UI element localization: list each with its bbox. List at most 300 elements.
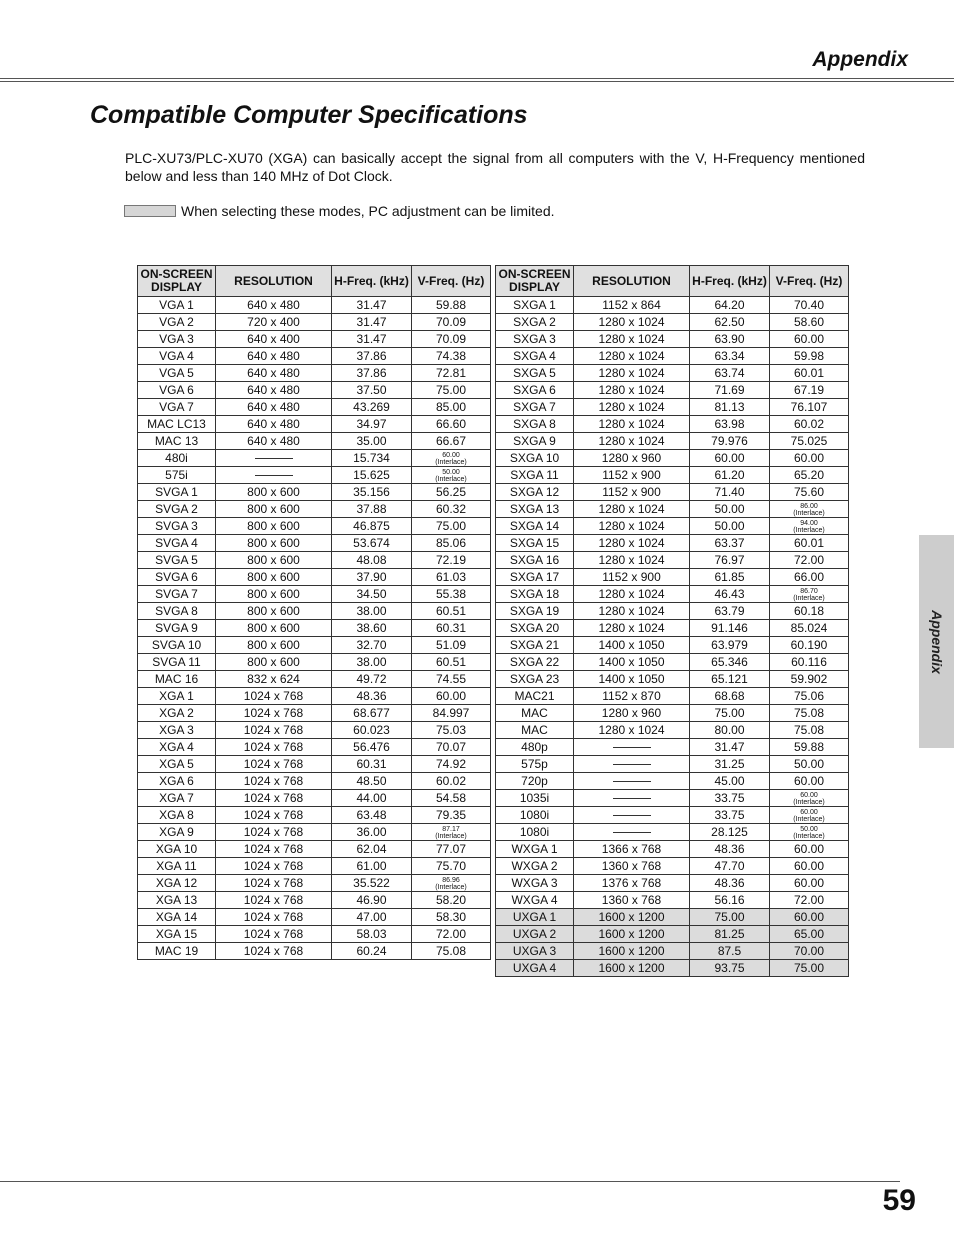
vfreq-value: 50.00 (442, 468, 460, 476)
table-row (138, 484, 491, 501)
cell-resolution: 1152 x 900 (574, 569, 690, 586)
cell-display: WXGA 2 (496, 858, 574, 875)
cell-vfreq: 72.81 (412, 365, 491, 382)
cell-vfreq (412, 450, 491, 467)
cell-vfreq (770, 807, 849, 824)
col-header-resolution: RESOLUTION (216, 266, 332, 297)
cell-display: SXGA 5 (496, 365, 574, 382)
cell-vfreq: 70.09 (412, 314, 491, 331)
cell-hfreq: 63.48 (332, 807, 412, 824)
table-row (496, 909, 849, 926)
cell-hfreq: 68.68 (690, 688, 770, 705)
cell-display: XGA 8 (138, 807, 216, 824)
cell-hfreq: 91.146 (690, 620, 770, 637)
cell-hfreq: 56.16 (690, 892, 770, 909)
cell-resolution (216, 450, 332, 467)
cell-vfreq: 72.00 (770, 892, 849, 909)
cell-vfreq: 55.38 (412, 586, 491, 603)
cell-hfreq: 58.03 (332, 926, 412, 943)
cell-vfreq: 50.00 (770, 756, 849, 773)
cell-vfreq: 58.30 (412, 909, 491, 926)
cell-vfreq: 60.51 (412, 603, 491, 620)
cell-hfreq: 46.875 (332, 518, 412, 535)
cell-vfreq: 70.07 (412, 739, 491, 756)
cell-vfreq: 51.09 (412, 637, 491, 654)
cell-vfreq: 61.03 (412, 569, 491, 586)
interlace-value (435, 469, 467, 483)
cell-vfreq: 70.00 (770, 943, 849, 960)
cell-display: VGA 4 (138, 348, 216, 365)
cell-vfreq (770, 824, 849, 841)
cell-vfreq (412, 467, 491, 484)
cell-hfreq: 65.346 (690, 654, 770, 671)
cell-vfreq: 85.06 (412, 535, 491, 552)
interlace-value (435, 826, 467, 840)
cell-resolution: 1280 x 1024 (574, 501, 690, 518)
table-row (496, 518, 849, 535)
cell-resolution: 1280 x 960 (574, 450, 690, 467)
page-number: 59 (882, 1184, 916, 1217)
cell-vfreq: 85.024 (770, 620, 849, 637)
table-row (496, 399, 849, 416)
cell-vfreq: 66.00 (770, 569, 849, 586)
cell-vfreq: 60.01 (770, 535, 849, 552)
cell-vfreq: 60.00 (770, 841, 849, 858)
cell-vfreq: 76.107 (770, 399, 849, 416)
cell-hfreq: 87.5 (690, 943, 770, 960)
table-row (138, 722, 491, 739)
cell-display: XGA 6 (138, 773, 216, 790)
cell-hfreq: 48.08 (332, 552, 412, 569)
table-row (138, 314, 491, 331)
table-row (496, 926, 849, 943)
cell-vfreq: 60.02 (412, 773, 491, 790)
vfreq-value: 87.17 (442, 825, 460, 833)
cell-vfreq: 59.902 (770, 671, 849, 688)
cell-resolution (574, 773, 690, 790)
cell-hfreq: 35.00 (332, 433, 412, 450)
table-row (496, 314, 849, 331)
cell-display: SVGA 3 (138, 518, 216, 535)
header-rule-secondary (0, 81, 954, 82)
cell-resolution: 1600 x 1200 (574, 943, 690, 960)
cell-resolution: 832 x 624 (216, 671, 332, 688)
cell-resolution: 1024 x 768 (216, 705, 332, 722)
cell-display: XGA 4 (138, 739, 216, 756)
table-row (138, 739, 491, 756)
cell-hfreq: 15.734 (332, 450, 412, 467)
cell-display: VGA 3 (138, 331, 216, 348)
table-row (496, 688, 849, 705)
cell-resolution: 1360 x 768 (574, 858, 690, 875)
table-row (138, 841, 491, 858)
interlace-value (793, 588, 825, 602)
cell-hfreq: 63.90 (690, 331, 770, 348)
table-row (496, 433, 849, 450)
cell-vfreq (770, 790, 849, 807)
cell-vfreq: 75.025 (770, 433, 849, 450)
cell-resolution: 800 x 600 (216, 586, 332, 603)
cell-hfreq: 36.00 (332, 824, 412, 841)
interlace-note: (Interlace) (793, 526, 825, 534)
cell-vfreq: 54.58 (412, 790, 491, 807)
cell-hfreq: 38.00 (332, 654, 412, 671)
cell-vfreq: 70.40 (770, 297, 849, 314)
dash-line (613, 781, 651, 782)
cell-resolution: 1024 x 768 (216, 773, 332, 790)
cell-resolution (216, 467, 332, 484)
cell-hfreq: 31.25 (690, 756, 770, 773)
cell-display: 575i (138, 467, 216, 484)
interlace-note: (Interlace) (793, 815, 825, 823)
interlace-value (793, 809, 825, 823)
cell-vfreq: 75.06 (770, 688, 849, 705)
table-row (138, 637, 491, 654)
cell-resolution: 640 x 480 (216, 433, 332, 450)
cell-resolution: 1400 x 1050 (574, 671, 690, 688)
cell-resolution: 1280 x 960 (574, 705, 690, 722)
cell-display: SXGA 14 (496, 518, 574, 535)
cell-display: SXGA 20 (496, 620, 574, 637)
table-row (496, 875, 849, 892)
cell-resolution: 1024 x 768 (216, 909, 332, 926)
cell-vfreq: 66.60 (412, 416, 491, 433)
cell-resolution: 640 x 480 (216, 297, 332, 314)
cell-vfreq: 60.190 (770, 637, 849, 654)
cell-hfreq: 62.50 (690, 314, 770, 331)
interlace-note: (Interlace) (435, 458, 467, 466)
cell-hfreq: 53.674 (332, 535, 412, 552)
cell-hfreq: 50.00 (690, 518, 770, 535)
cell-vfreq: 75.03 (412, 722, 491, 739)
cell-display: SXGA 21 (496, 637, 574, 654)
interlace-note: (Interlace) (793, 509, 825, 517)
cell-resolution (574, 824, 690, 841)
cell-display: VGA 6 (138, 382, 216, 399)
table-row (138, 671, 491, 688)
cell-resolution: 640 x 480 (216, 416, 332, 433)
cell-resolution: 640 x 480 (216, 348, 332, 365)
table-row (138, 467, 491, 484)
table-row (138, 416, 491, 433)
cell-resolution: 1152 x 900 (574, 484, 690, 501)
table-row (496, 739, 849, 756)
cell-vfreq: 59.88 (412, 297, 491, 314)
cell-resolution: 1024 x 768 (216, 824, 332, 841)
dash-line (613, 815, 651, 816)
table-row (138, 875, 491, 892)
cell-display: VGA 5 (138, 365, 216, 382)
cell-resolution: 1280 x 1024 (574, 518, 690, 535)
header-rule (0, 78, 954, 79)
cell-vfreq (770, 501, 849, 518)
cell-resolution: 1366 x 768 (574, 841, 690, 858)
cell-display: 480i (138, 450, 216, 467)
table-row (138, 790, 491, 807)
legend (124, 202, 555, 220)
cell-hfreq: 45.00 (690, 773, 770, 790)
table-row (138, 909, 491, 926)
cell-hfreq: 68.677 (332, 705, 412, 722)
table-row (496, 348, 849, 365)
cell-resolution: 1400 x 1050 (574, 654, 690, 671)
dash-line (613, 764, 651, 765)
cell-resolution: 1400 x 1050 (574, 637, 690, 654)
cell-resolution: 1152 x 870 (574, 688, 690, 705)
table-row (496, 297, 849, 314)
table-row (496, 892, 849, 909)
table-row (138, 501, 491, 518)
cell-vfreq (770, 586, 849, 603)
cell-hfreq: 46.43 (690, 586, 770, 603)
cell-resolution (574, 756, 690, 773)
cell-resolution: 1024 x 768 (216, 892, 332, 909)
cell-vfreq: 85.00 (412, 399, 491, 416)
table-row (138, 399, 491, 416)
cell-hfreq: 48.36 (690, 841, 770, 858)
spec-table-left (137, 265, 491, 960)
table-row (138, 382, 491, 399)
cell-resolution: 1280 x 1024 (574, 331, 690, 348)
cell-display: SVGA 7 (138, 586, 216, 603)
cell-hfreq: 61.85 (690, 569, 770, 586)
cell-display: UXGA 3 (496, 943, 574, 960)
cell-hfreq: 37.88 (332, 501, 412, 518)
cell-vfreq: 75.08 (770, 705, 849, 722)
cell-vfreq: 60.00 (770, 331, 849, 348)
interlace-note: (Interlace) (435, 832, 467, 840)
cell-display: SVGA 2 (138, 501, 216, 518)
table-row (496, 841, 849, 858)
cell-resolution: 720 x 400 (216, 314, 332, 331)
cell-display: UXGA 1 (496, 909, 574, 926)
cell-hfreq: 48.36 (690, 875, 770, 892)
cell-display: MAC 19 (138, 943, 216, 960)
cell-hfreq: 44.00 (332, 790, 412, 807)
cell-hfreq: 93.75 (690, 960, 770, 977)
cell-resolution: 800 x 600 (216, 484, 332, 501)
cell-display: MAC (496, 705, 574, 722)
cell-vfreq: 75.00 (770, 960, 849, 977)
table-row (138, 331, 491, 348)
cell-hfreq: 31.47 (332, 314, 412, 331)
table-row (138, 824, 491, 841)
cell-resolution: 1024 x 768 (216, 943, 332, 960)
cell-resolution: 1280 x 1024 (574, 382, 690, 399)
legend-swatch (124, 205, 176, 217)
cell-hfreq: 35.156 (332, 484, 412, 501)
interlace-note: (Interlace) (435, 883, 467, 891)
cell-display: UXGA 2 (496, 926, 574, 943)
table-row (496, 501, 849, 518)
cell-resolution: 800 x 600 (216, 654, 332, 671)
cell-resolution: 1280 x 1024 (574, 552, 690, 569)
cell-vfreq: 60.01 (770, 365, 849, 382)
col-header-vfreq: V-Freq. (Hz) (412, 266, 491, 297)
table-row (496, 365, 849, 382)
cell-display: SXGA 7 (496, 399, 574, 416)
table-row (496, 671, 849, 688)
table-row (496, 960, 849, 977)
cell-display: MAC 16 (138, 671, 216, 688)
table-row (138, 569, 491, 586)
cell-vfreq: 75.00 (412, 382, 491, 399)
cell-vfreq: 77.07 (412, 841, 491, 858)
cell-resolution: 1280 x 1024 (574, 348, 690, 365)
cell-vfreq: 74.38 (412, 348, 491, 365)
side-tab (919, 535, 954, 748)
cell-hfreq: 34.97 (332, 416, 412, 433)
cell-resolution: 1600 x 1200 (574, 909, 690, 926)
cell-vfreq: 60.51 (412, 654, 491, 671)
table-row (138, 348, 491, 365)
cell-resolution: 1024 x 768 (216, 722, 332, 739)
cell-vfreq: 75.60 (770, 484, 849, 501)
cell-hfreq: 60.00 (690, 450, 770, 467)
cell-vfreq: 60.00 (770, 450, 849, 467)
cell-display: 575p (496, 756, 574, 773)
cell-vfreq: 74.55 (412, 671, 491, 688)
interlace-note: (Interlace) (793, 594, 825, 602)
col-header-hfreq: H-Freq. (kHz) (690, 266, 770, 297)
cell-display: SVGA 4 (138, 535, 216, 552)
cell-vfreq: 75.08 (770, 722, 849, 739)
cell-hfreq: 64.20 (690, 297, 770, 314)
cell-hfreq: 81.25 (690, 926, 770, 943)
cell-display: 1080i (496, 824, 574, 841)
table-row (496, 382, 849, 399)
table-row (138, 705, 491, 722)
table-row (138, 518, 491, 535)
table-row (496, 331, 849, 348)
table-row (138, 433, 491, 450)
cell-display: SXGA 22 (496, 654, 574, 671)
cell-resolution: 800 x 600 (216, 535, 332, 552)
table-row (496, 569, 849, 586)
cell-hfreq: 63.979 (690, 637, 770, 654)
cell-resolution: 1024 x 768 (216, 875, 332, 892)
cell-display: XGA 5 (138, 756, 216, 773)
cell-resolution: 1024 x 768 (216, 841, 332, 858)
cell-resolution: 640 x 480 (216, 382, 332, 399)
cell-hfreq: 62.04 (332, 841, 412, 858)
cell-vfreq: 59.88 (770, 739, 849, 756)
dash-line (255, 475, 293, 476)
cell-hfreq: 31.47 (332, 331, 412, 348)
cell-resolution: 1024 x 768 (216, 858, 332, 875)
cell-resolution: 800 x 600 (216, 501, 332, 518)
cell-vfreq: 60.32 (412, 501, 491, 518)
interlace-value (435, 877, 467, 891)
table-row (496, 858, 849, 875)
cell-resolution: 1024 x 768 (216, 790, 332, 807)
col-header-hfreq: H-Freq. (kHz) (332, 266, 412, 297)
cell-vfreq: 84.997 (412, 705, 491, 722)
cell-display: MAC LC13 (138, 416, 216, 433)
cell-hfreq: 63.98 (690, 416, 770, 433)
table-row (496, 943, 849, 960)
cell-display: SXGA 23 (496, 671, 574, 688)
page-title: Compatible Computer Specifications (90, 101, 528, 129)
cell-display: SXGA 1 (496, 297, 574, 314)
cell-vfreq: 58.60 (770, 314, 849, 331)
cell-hfreq: 48.50 (332, 773, 412, 790)
col-header-display: ON-SCREEN DISPLAY (138, 266, 216, 297)
cell-display: 1080i (496, 807, 574, 824)
cell-display: XGA 3 (138, 722, 216, 739)
table-row (496, 535, 849, 552)
interlace-value (435, 452, 467, 466)
cell-display: SXGA 13 (496, 501, 574, 518)
table-row (138, 450, 491, 467)
cell-display: XGA 15 (138, 926, 216, 943)
table-header-row (496, 266, 849, 297)
cell-display: SVGA 1 (138, 484, 216, 501)
cell-vfreq: 75.08 (412, 943, 491, 960)
cell-display: SXGA 16 (496, 552, 574, 569)
vfreq-value: 60.00 (800, 791, 818, 799)
cell-hfreq: 46.90 (332, 892, 412, 909)
cell-hfreq: 32.70 (332, 637, 412, 654)
table-row (138, 654, 491, 671)
cell-hfreq: 37.86 (332, 348, 412, 365)
table-row (496, 416, 849, 433)
cell-vfreq: 75.70 (412, 858, 491, 875)
cell-resolution (574, 790, 690, 807)
cell-resolution: 1024 x 768 (216, 807, 332, 824)
cell-display: WXGA 3 (496, 875, 574, 892)
cell-vfreq: 75.00 (412, 518, 491, 535)
cell-resolution: 1024 x 768 (216, 926, 332, 943)
cell-vfreq (412, 824, 491, 841)
cell-hfreq: 33.75 (690, 790, 770, 807)
cell-display: WXGA 1 (496, 841, 574, 858)
dash-line (613, 747, 651, 748)
cell-display: XGA 11 (138, 858, 216, 875)
cell-resolution (574, 739, 690, 756)
cell-display: XGA 10 (138, 841, 216, 858)
cell-display: MAC (496, 722, 574, 739)
table-row (496, 824, 849, 841)
cell-vfreq: 60.116 (770, 654, 849, 671)
table-row (496, 484, 849, 501)
cell-resolution: 800 x 600 (216, 569, 332, 586)
cell-vfreq: 70.09 (412, 331, 491, 348)
cell-display: SVGA 5 (138, 552, 216, 569)
cell-hfreq: 61.20 (690, 467, 770, 484)
cell-resolution: 1280 x 1024 (574, 722, 690, 739)
interlace-note: (Interlace) (793, 798, 825, 806)
table-row (496, 654, 849, 671)
cell-hfreq: 31.47 (690, 739, 770, 756)
cell-hfreq: 49.72 (332, 671, 412, 688)
cell-resolution: 800 x 600 (216, 552, 332, 569)
cell-resolution: 1280 x 1024 (574, 535, 690, 552)
cell-hfreq: 80.00 (690, 722, 770, 739)
cell-hfreq: 75.00 (690, 705, 770, 722)
table-row (496, 620, 849, 637)
table-row (138, 620, 491, 637)
col-header-vfreq: V-Freq. (Hz) (770, 266, 849, 297)
table-row (496, 586, 849, 603)
table-row (138, 858, 491, 875)
interlace-note: (Interlace) (793, 832, 825, 840)
cell-resolution: 1024 x 768 (216, 688, 332, 705)
cell-vfreq: 60.00 (412, 688, 491, 705)
cell-hfreq: 71.69 (690, 382, 770, 399)
cell-hfreq: 63.37 (690, 535, 770, 552)
cell-display: SXGA 2 (496, 314, 574, 331)
